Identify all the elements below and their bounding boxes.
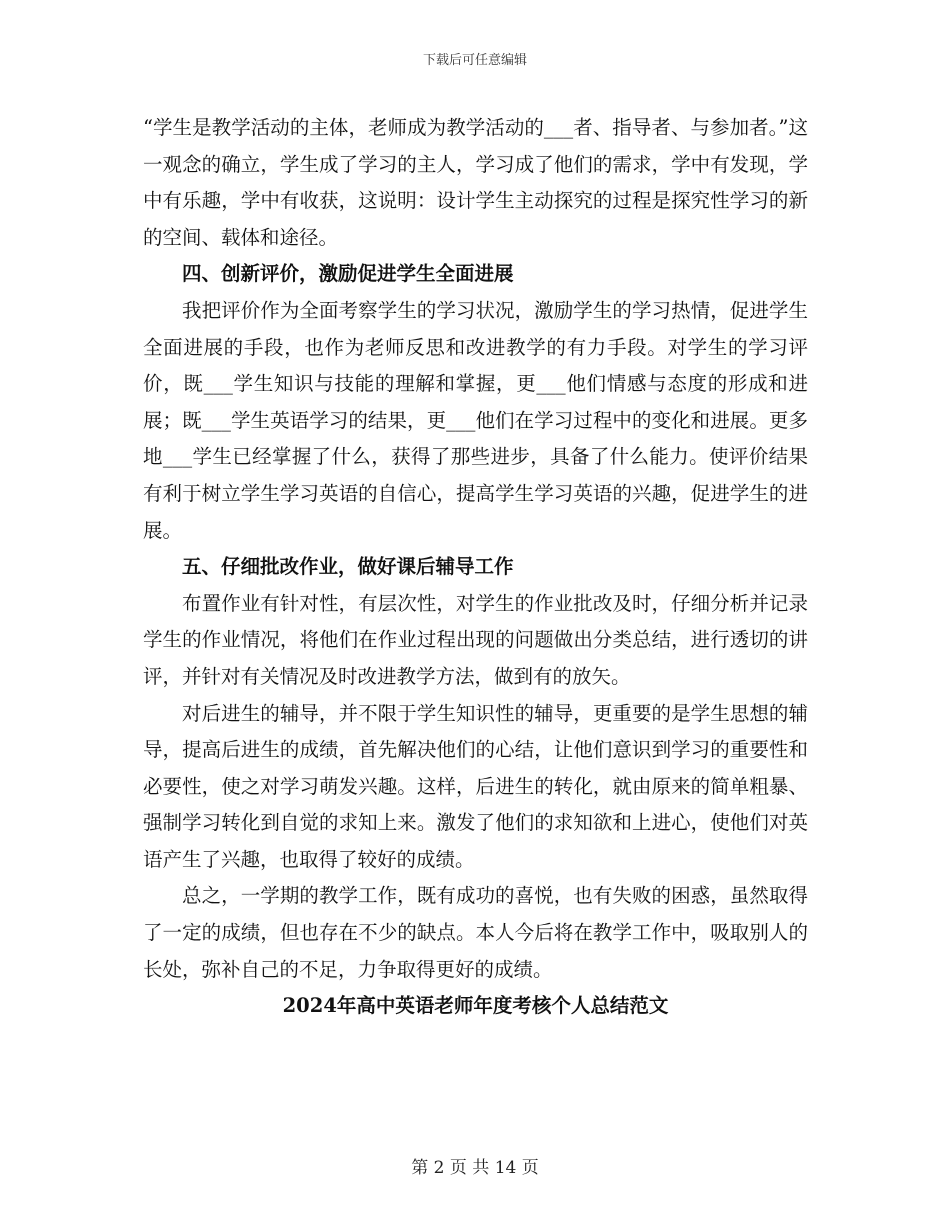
- paragraph-conclusion: 总之，一学期的教学工作，既有成功的喜悦，也有失败的困惑，虽然取得了一定的成绩，但也存在不少的缺点。本人今后将在教学工作中，吸取别人的长处，弥补自己的不足，力争取得更好的成绩。: [143, 884, 808, 981]
- paragraph-tutoring: 对后进生的辅导，并不限于学生知识性的辅导，更重要的是学生思想的辅导，提高后进生的成绩，首先解决他们的心结，让他们意识到学习的重要性和必要性，使之对学习萌发兴趣。这样，后进生的转化，就由原来的简单粗暴、强制学习转化到自觉的求知上来。激发了他们的求知欲和上进心，使他们对英语产生了兴趣，也取得了较好的成绩。: [143, 701, 808, 871]
- paragraph-student-subject: “学生是教学活动的主体，老师成为教学活动的___者、指导者、与参加者。”这一观念的确立，学生成了学习的主人，学习成了他们的需求，学中有发现，学中有乐趣，学中有收获，这说明：设计学生主动探究的过程是探究性学习的新的空间、载体和途径。: [143, 116, 808, 249]
- page-header: 下载后可任意编辑: [422, 53, 527, 68]
- section-heading-homework: 五、仔细批改作业，做好课后辅导工作: [182, 555, 514, 579]
- paragraph-homework: 布置作业有针对性，有层次性，对学生的作业批改及时，仔细分析并记录学生的作业情况，将他们在作业过程出现的问题做出分类总结，进行透切的讲评，并针对有关情况及时改进教学方法，做到有的放矢。: [143, 591, 808, 688]
- page-footer: 第 2 页 共 14 页: [411, 1158, 539, 1178]
- next-article-title: 2024年高中英语老师年度考核个人总结范文: [282, 994, 669, 1018]
- paragraph-evaluation: 我把评价作为全面考察学生的学习状况，激励学生的学习热情，促进学生全面进展的手段，也作为老师反思和改进教学的有力手段。对学生的学习评价，既___学生知识与技能的理解和掌握，更___他们情感与态度的形成和进展；既___学生英语学习的结果，更___他们在学习过程中的变化和进展。更多地___学生已经掌握了什么，获得了那些进步，具备了什么能力。使评价结果有利于树立学生学习英语的自信心，提高学生学习英语的兴趣，促进学生的进展。: [143, 298, 808, 542]
- document-body: [143, 110, 808, 1025]
- section-heading-evaluation: 四、创新评价，激励促进学生全面进展: [182, 262, 514, 286]
